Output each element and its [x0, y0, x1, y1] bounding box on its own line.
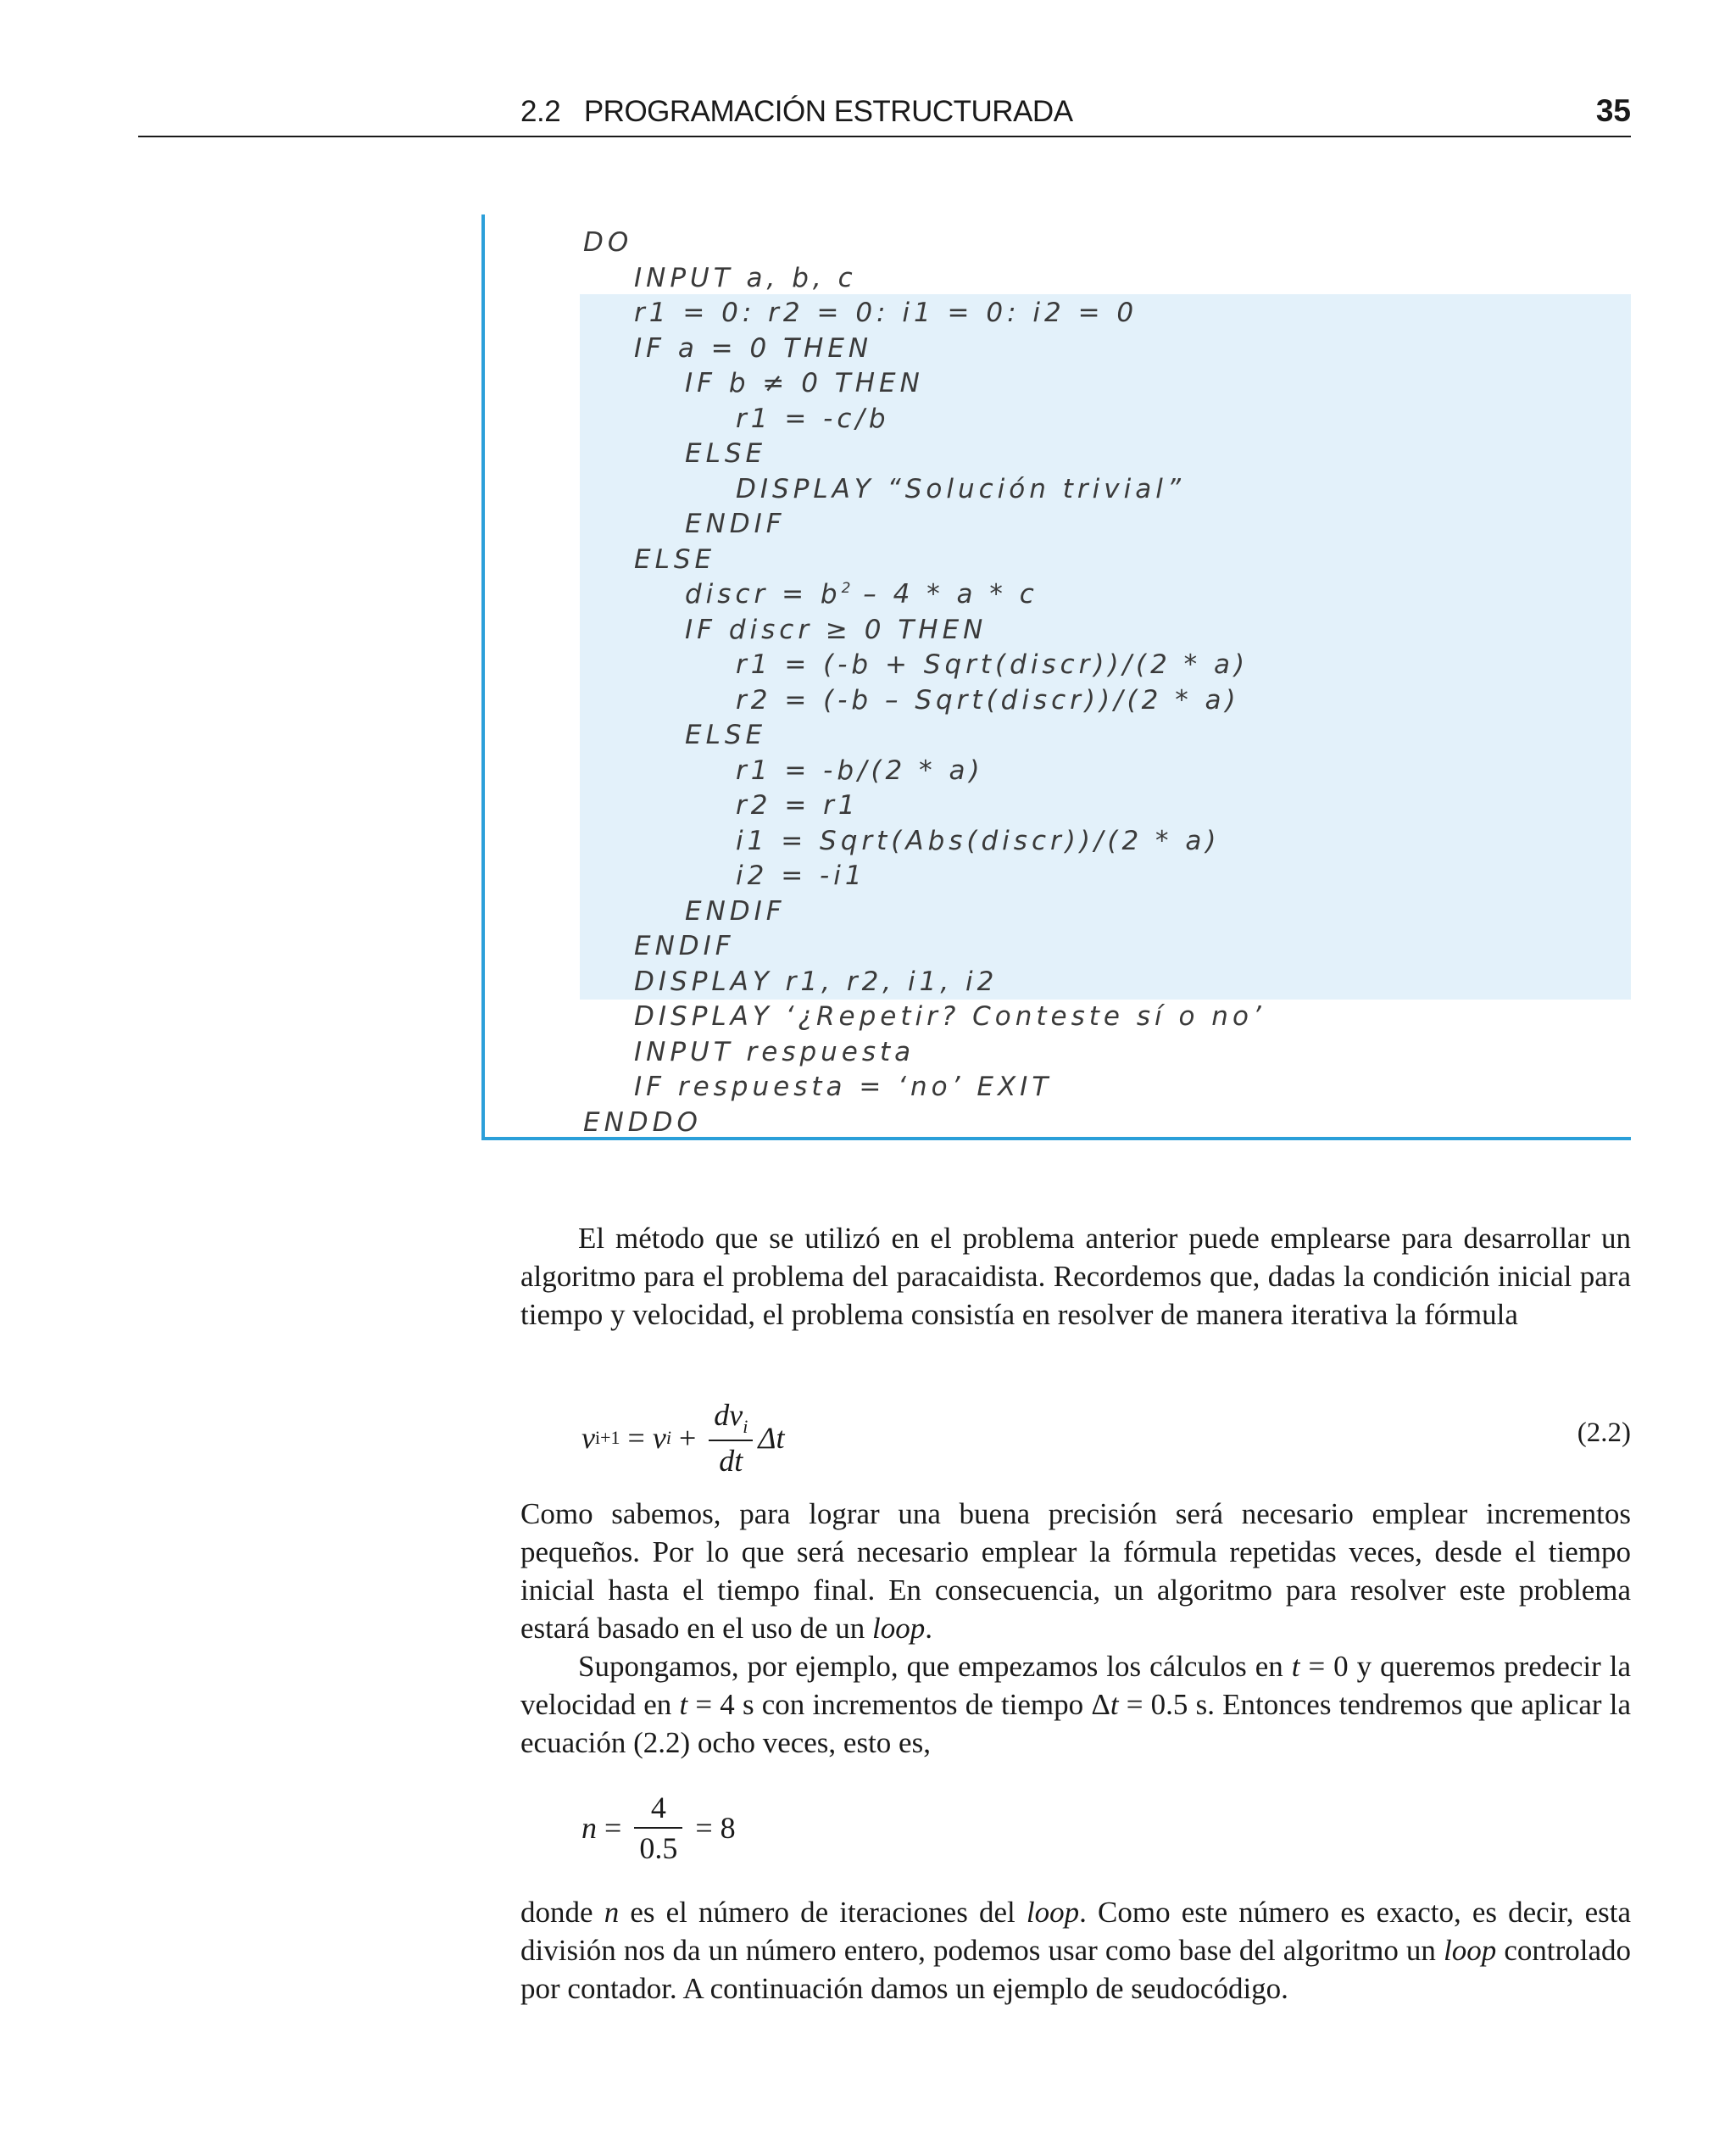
code-line: [685, 437, 766, 471]
p4-part-b: es el número de iteraciones del: [619, 1896, 1027, 1929]
code-line: [685, 366, 924, 401]
eq-n: n: [581, 1811, 597, 1845]
code-text: INPUT a, b, c: [634, 262, 857, 293]
code-line: [736, 472, 1185, 507]
code-text: r2 = (-b – Sqrt(discr))/(2 * a): [736, 684, 1240, 716]
code-text: DISPLAY “Solución trivial”: [736, 473, 1185, 504]
section-title: 2.2 PROGRAMACIÓN ESTRUCTURADA: [520, 95, 1073, 128]
p4-part-d: controlado por contador. A continuación damos un ejemplo de seudocódigo.: [520, 1934, 1631, 2005]
code-text-after: – 4 * a * c: [850, 579, 1038, 610]
eq-frac-numerator: [709, 1397, 753, 1441]
running-header: [0, 0, 1736, 144]
code-text: ENDIF: [634, 931, 735, 961]
eq-delta-t: Δt: [758, 1421, 785, 1455]
paragraph-precision: [520, 1495, 1631, 1647]
p2-loop: loop: [872, 1612, 926, 1645]
p4-loop-1: loop: [1026, 1896, 1080, 1929]
code-text: ELSE: [685, 438, 767, 469]
code-line: [685, 718, 766, 753]
p4-n: n: [604, 1896, 620, 1929]
code-line: [634, 929, 735, 964]
p3-part-b: = 0 y queremos predecir la velocidad en: [520, 1650, 1631, 1721]
code-line: [736, 788, 860, 823]
code-text: i1 = Sqrt(Abs(discr))/(2 * a): [736, 825, 1221, 856]
eq-n-equals: =: [597, 1811, 630, 1845]
p4-loop-2: loop: [1444, 1934, 1497, 1967]
code-text: r2 = r1: [736, 790, 860, 821]
code-line: [634, 261, 857, 296]
code-text: ENDDO: [583, 1106, 702, 1138]
equation-number: (2.2): [1577, 1418, 1631, 1448]
code-text: IF discr ≥ 0 THEN: [685, 614, 988, 645]
eq-rhs-sub: i: [665, 1427, 671, 1448]
eq-rhs-var: v: [652, 1421, 666, 1455]
code-line: [736, 683, 1240, 718]
eq-n-denominator: 0.5: [639, 1831, 678, 1865]
eq-plus: +: [670, 1421, 704, 1455]
equation-2-2: [581, 1397, 785, 1479]
code-line: [634, 1070, 1052, 1105]
code-text: r1 = (-b + Sqrt(discr))/(2 * a): [736, 649, 1249, 680]
eq-frac-denominator: dt: [719, 1444, 743, 1478]
code-text: r1 = 0: r2 = 0: i1 = 0: i2 = 0: [634, 298, 1138, 328]
eq-n-fraction: [634, 1790, 682, 1866]
code-text: DISPLAY r1, r2, i1, i2: [634, 966, 999, 997]
code-text: ELSE: [634, 543, 716, 575]
eq-num-dv: dv: [714, 1398, 743, 1432]
code-text: DISPLAY ‘¿Repetir? Conteste sí o no’: [634, 1001, 1266, 1032]
code-line: [583, 226, 632, 260]
code-text: i2 = -i1: [736, 861, 866, 891]
code-superscript: 2: [841, 580, 851, 597]
code-line: [634, 1000, 1266, 1034]
eq-num-sub: i: [743, 1416, 748, 1437]
code-text: IF b ≠ 0 THEN: [685, 368, 924, 398]
code-line: [736, 824, 1220, 859]
eq-lhs-var: v: [581, 1421, 595, 1455]
code-line: [634, 543, 715, 577]
code-line: [634, 965, 998, 1000]
p4-part-a: donde: [520, 1896, 604, 1929]
code-line: [634, 1035, 915, 1070]
code-line: [685, 613, 987, 648]
pseudocode-box: [481, 214, 1631, 1140]
code-line: [583, 1106, 702, 1140]
code-text: r1 = -c/b: [736, 403, 890, 434]
pseudocode-lines: [485, 214, 1631, 1137]
paragraph-counter-loop: [520, 1893, 1631, 2008]
code-line: [685, 507, 786, 542]
paragraph-intro: El método que se utilizó en el problema anterior puede emplearse para desarrollar un algoritmo para el problema del paracaidista. Recordemos que, dadas la condición inicial para tiempo y velocidad, el problema consistía en resolver de manera iterativa la fórmula: [520, 1222, 1631, 1331]
code-text: DO: [583, 227, 633, 258]
code-text: IF respuesta = ‘no’ EXIT: [634, 1072, 1053, 1102]
p3-part-a: Supongamos, por ejemplo, que empezamos los cálculos en: [578, 1650, 1292, 1683]
code-line: [685, 577, 1038, 612]
code-line: [634, 331, 872, 366]
code-text: ELSE: [685, 720, 767, 750]
code-text: r1 = -b/(2 * a): [736, 755, 984, 786]
eq-lhs-sub: i+1: [594, 1427, 620, 1448]
code-line: [736, 859, 866, 894]
p4-part-c: . Como este número es exacto, es decir, esta división nos da un número entero, podemos usar como base del algoritmo un: [520, 1896, 1631, 1967]
page-number: 35: [1595, 93, 1631, 128]
paragraph-example: [520, 1647, 1631, 1762]
equation-iterations: [581, 1787, 736, 1869]
p3-part-c: = 4 s con incrementos de tiempo Δ: [687, 1688, 1110, 1721]
code-text: ENDIF: [685, 895, 786, 927]
code-line: [685, 894, 786, 929]
eq-equals: =: [620, 1421, 653, 1455]
p2-end: .: [925, 1612, 932, 1645]
p3-t3: t: [1110, 1688, 1119, 1721]
eq-n-numerator: 4: [634, 1790, 682, 1829]
code-line: [736, 754, 984, 788]
code-line: [736, 402, 890, 437]
eq-derivative-fraction: [709, 1397, 753, 1479]
code-line: [634, 296, 1138, 331]
code-text: discr = b: [685, 579, 842, 610]
eq-n-result: = 8: [687, 1811, 736, 1845]
code-text: INPUT respuesta: [634, 1036, 915, 1067]
p3-t2: t: [679, 1688, 688, 1721]
code-text: ENDIF: [685, 509, 786, 539]
header-rule: [138, 136, 1631, 137]
p3-t1: t: [1291, 1650, 1300, 1683]
code-line: [736, 648, 1249, 682]
code-text: IF a = 0 THEN: [634, 332, 873, 364]
p2-text: Como sabemos, para lograr una buena precisión será necesario emplear incrementos pequeños. Por lo que será necesario emplear la fórmula repetidas veces, desde el tiempo inicial hasta el tiempo final. En consecuencia, un algoritmo para resolver este problema estará basado en el uso de un: [520, 1497, 1631, 1645]
p3-part-d: = 0.5 s. Entonces tendremos que aplicar la ecuación (2.2) ocho veces, esto es,: [520, 1688, 1631, 1759]
